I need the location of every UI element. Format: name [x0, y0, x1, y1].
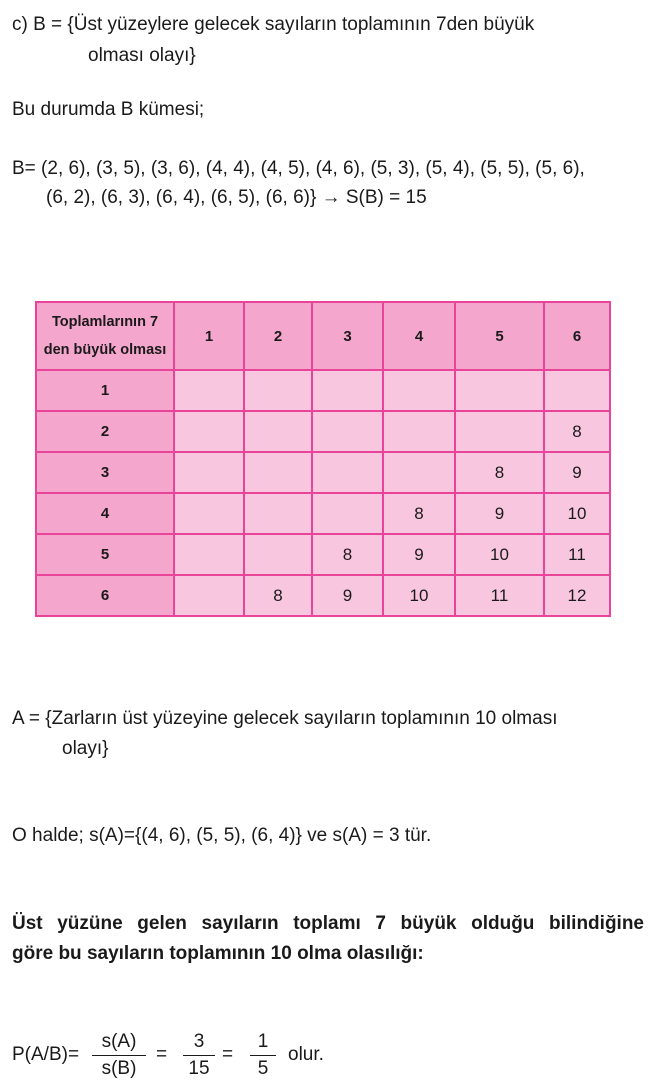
set-b-line2: (6, 2), (6, 3), (6, 4), (6, 5), (6, 6)} → S(B) = 15: [46, 187, 427, 208]
row-header: 5: [36, 534, 174, 575]
table-cell: 8: [383, 493, 455, 534]
table-cell: 8: [244, 575, 312, 616]
part-c-line2: olması olayı}: [88, 45, 196, 66]
table-cell: [312, 411, 383, 452]
set-a-line2: olayı}: [62, 738, 109, 759]
set-b-line1: B= (2, 6), (3, 5), (3, 6), (4, 4), (4, 5), (4, 6), (5, 3), (5, 4), (5, 5), (5, 6),: [12, 158, 585, 179]
intro-b: Bu durumda B kümesi;: [12, 99, 205, 120]
table-cell: [383, 411, 455, 452]
table-cell: [244, 452, 312, 493]
fraction-denominator: 15: [188, 1058, 210, 1079]
table-cell: 11: [544, 534, 610, 575]
equals-sign: =: [222, 1044, 234, 1065]
fraction-bar: [92, 1055, 146, 1056]
formula-lhs: P(A/B)=: [12, 1044, 80, 1065]
set-a-line1: A = {Zarların üst yüzeyine gelecek sayıların toplamının 10 olması: [12, 708, 558, 729]
table-cell: 10: [383, 575, 455, 616]
table-cell: [312, 493, 383, 534]
table-cell: 9: [455, 493, 544, 534]
table-row: [36, 493, 610, 534]
table-cell: 10: [544, 493, 610, 534]
column-header: 6: [544, 302, 610, 370]
column-header: 2: [244, 302, 312, 370]
table-cell: 8: [544, 411, 610, 452]
table-row: [36, 575, 610, 616]
table-cell: [174, 452, 244, 493]
fraction-numerator: s(A): [101, 1031, 137, 1052]
table-cell: [174, 575, 244, 616]
table-row: [36, 370, 610, 411]
row-header: 4: [36, 493, 174, 534]
column-header: 5: [455, 302, 544, 370]
table-cell: [244, 534, 312, 575]
row-header: 3: [36, 452, 174, 493]
table-cell: [244, 370, 312, 411]
fraction-3-15: [183, 1030, 215, 1081]
table-cell: [383, 370, 455, 411]
part-c-line1: c) B = {Üst yüzeylere gelecek sayıların toplamının 7den büyük: [12, 14, 535, 35]
then-a: O halde; s(A)={(4, 6), (5, 5), (6, 4)} ve s(A) = 3 tür.: [12, 825, 432, 846]
fraction-1-5: [250, 1030, 276, 1081]
fraction-denominator: s(B): [101, 1058, 137, 1079]
table-row: [36, 452, 610, 493]
table-cell: [174, 411, 244, 452]
table-cell: 9: [312, 575, 383, 616]
table-cell: [544, 370, 610, 411]
fraction-bar: [250, 1055, 276, 1056]
table-cell: 11: [455, 575, 544, 616]
row-header: 1: [36, 370, 174, 411]
corner-line2: den büyük olması: [43, 342, 167, 358]
table-cell: [312, 452, 383, 493]
table-cell: [455, 370, 544, 411]
table-header-row: [36, 302, 610, 370]
row-header: 2: [36, 411, 174, 452]
table-cell: [174, 534, 244, 575]
sum-table: [35, 301, 611, 617]
formula-suffix: olur.: [288, 1044, 324, 1065]
fraction-numerator: 3: [193, 1031, 205, 1052]
fraction-sa-sb: [92, 1030, 146, 1081]
table-cell: 8: [455, 452, 544, 493]
column-header: 3: [312, 302, 383, 370]
table-cell: [244, 493, 312, 534]
equals-sign: =: [156, 1044, 168, 1065]
question-line2: göre bu sayıların toplamının 10 olma olasılığı:: [12, 943, 424, 964]
corner-line1: Toplamlarının 7: [51, 314, 159, 330]
fraction-denominator: 5: [257, 1058, 269, 1079]
table-corner-cell: [36, 302, 174, 370]
column-header: 4: [383, 302, 455, 370]
table-cell: [312, 370, 383, 411]
table-cell: 12: [544, 575, 610, 616]
question-line1: Üst yüzüne gelen sayıların toplamı 7 büyük olduğu bilindiğine: [12, 913, 644, 934]
fraction-numerator: 1: [257, 1031, 269, 1052]
table-cell: [244, 411, 312, 452]
table-cell: 8: [312, 534, 383, 575]
row-header: 6: [36, 575, 174, 616]
table-cell: [455, 411, 544, 452]
table-cell: [174, 370, 244, 411]
table-cell: 10: [455, 534, 544, 575]
table-row: [36, 411, 610, 452]
table-cell: 9: [544, 452, 610, 493]
column-header: 1: [174, 302, 244, 370]
table-cell: [174, 493, 244, 534]
table-cell: 9: [383, 534, 455, 575]
table-cell: [383, 452, 455, 493]
table-row: [36, 534, 610, 575]
fraction-bar: [183, 1055, 215, 1056]
